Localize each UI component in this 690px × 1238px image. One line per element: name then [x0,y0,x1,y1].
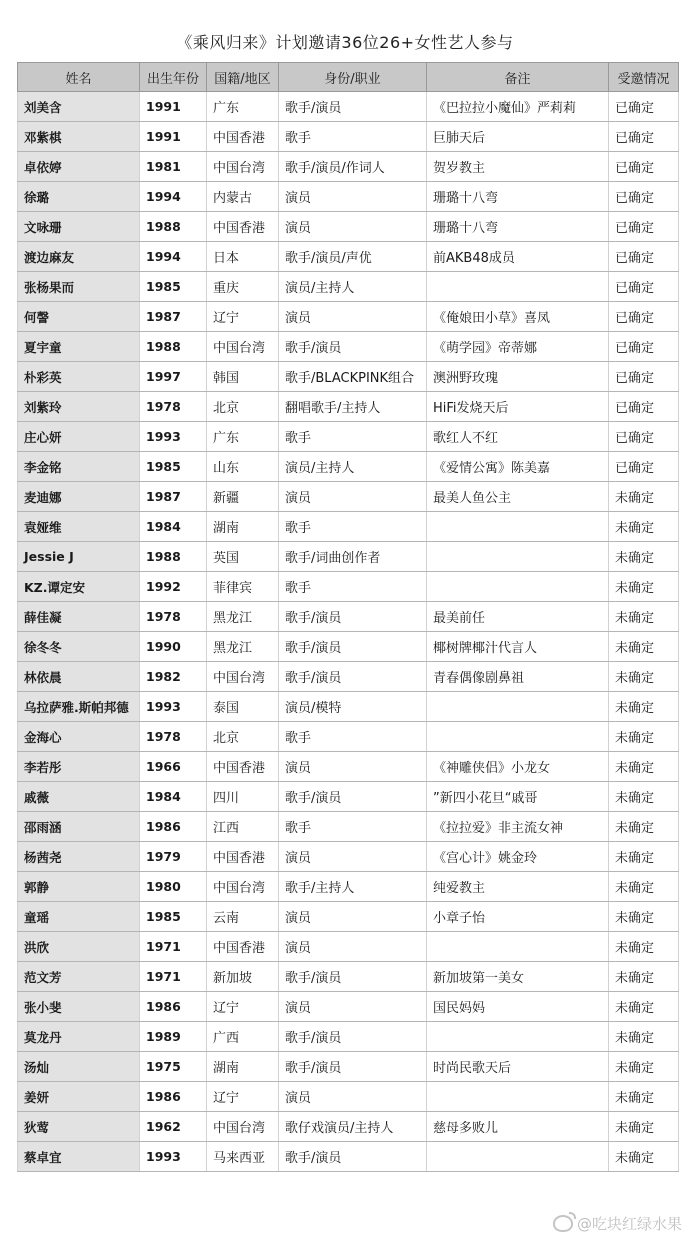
cell-birth-year: 1966 [140,752,207,782]
cell-region: 辽宁 [207,1082,279,1112]
cell-status: 未确定 [609,722,679,752]
table-row [18,362,679,392]
cell-status: 未确定 [609,692,679,722]
cell-status: 未确定 [609,1052,679,1082]
cell-name: 莫龙丹 [18,1022,140,1052]
cell-role: 歌手 [279,512,427,542]
table-body [18,92,679,1172]
cell-status: 已确定 [609,182,679,212]
cell-birth-year: 1979 [140,842,207,872]
cell-note: 歌红人不红 [427,422,609,452]
cell-region: 北京 [207,392,279,422]
cell-region: 北京 [207,722,279,752]
table-row [18,692,679,722]
cell-birth-year: 1994 [140,242,207,272]
cell-note [427,932,609,962]
cell-role: 歌手/演员 [279,1052,427,1082]
cell-role: 演员 [279,302,427,332]
table-row [18,962,679,992]
table-row [18,1022,679,1052]
table-row [18,302,679,332]
cell-note: 《爱情公寓》陈美嘉 [427,452,609,482]
cell-role: 歌手/演员/声优 [279,242,427,272]
cell-birth-year: 1978 [140,392,207,422]
cell-region: 重庆 [207,272,279,302]
cell-name: KZ.谭定安 [18,572,140,602]
cell-role: 歌手/演员 [279,332,427,362]
cell-region: 中国香港 [207,932,279,962]
cell-note: 《巴拉拉小魔仙》严莉莉 [427,92,609,122]
cell-status: 未确定 [609,662,679,692]
cell-birth-year: 1988 [140,212,207,242]
cell-birth-year: 1975 [140,1052,207,1082]
cell-name: 范文芳 [18,962,140,992]
table-row [18,572,679,602]
cell-region: 中国台湾 [207,662,279,692]
cell-birth-year: 1980 [140,872,207,902]
cell-status: 未确定 [609,782,679,812]
cell-name: Jessie J [18,542,140,572]
cell-region: 中国香港 [207,212,279,242]
cell-note: HiFi发烧天后 [427,392,609,422]
cell-note [427,572,609,602]
cell-name: 童瑶 [18,902,140,932]
cell-note: 最美前任 [427,602,609,632]
cell-name: 蔡卓宜 [18,1142,140,1172]
table-row [18,662,679,692]
cell-note: 《萌学园》帝蒂娜 [427,332,609,362]
cell-name: 邓紫棋 [18,122,140,152]
table-row [18,842,679,872]
table-row [18,722,679,752]
cell-role: 歌手 [279,122,427,152]
cell-role: 歌手 [279,812,427,842]
cell-note: 纯爱教主 [427,872,609,902]
cell-role: 演员/主持人 [279,272,427,302]
cell-role: 演员 [279,182,427,212]
table-row [18,632,679,662]
cell-region: 马来西亚 [207,1142,279,1172]
cell-region: 新加坡 [207,962,279,992]
table-row [18,122,679,152]
cell-status: 未确定 [609,902,679,932]
cell-birth-year: 1962 [140,1112,207,1142]
cell-birth-year: 1988 [140,542,207,572]
cell-status: 未确定 [609,602,679,632]
cell-name: 金海心 [18,722,140,752]
cell-note [427,542,609,572]
cell-birth-year: 1986 [140,1082,207,1112]
table-row [18,782,679,812]
cell-name: 洪欣 [18,932,140,962]
cell-region: 泰国 [207,692,279,722]
cell-birth-year: 1986 [140,812,207,842]
cell-role: 歌手/演员 [279,92,427,122]
cell-name: 刘美含 [18,92,140,122]
cell-note: 《宫心计》姚金玲 [427,842,609,872]
cell-status: 未确定 [609,542,679,572]
cell-birth-year: 1993 [140,692,207,722]
cell-region: 湖南 [207,1052,279,1082]
cell-status: 已确定 [609,392,679,422]
cell-role: 歌手/BLACKPINK组合 [279,362,427,392]
table-row [18,752,679,782]
cell-name: 卓依婷 [18,152,140,182]
weibo-icon [553,1215,573,1232]
cell-birth-year: 1991 [140,92,207,122]
cell-note: 国民妈妈 [427,992,609,1022]
table-row [18,512,679,542]
table-row [18,872,679,902]
cell-region: 中国台湾 [207,332,279,362]
cell-status: 已确定 [609,122,679,152]
cell-note [427,692,609,722]
cell-region: 中国香港 [207,122,279,152]
artist-table [17,62,679,1172]
cell-name: 朴彩英 [18,362,140,392]
cell-status: 未确定 [609,842,679,872]
cell-region: 中国台湾 [207,1112,279,1142]
watermark-text: @吃块红绿水果 [576,1215,682,1233]
cell-role: 歌手 [279,572,427,602]
cell-note: 《神雕侠侣》小龙女 [427,752,609,782]
cell-status: 已确定 [609,92,679,122]
table-row [18,1112,679,1142]
cell-role: 演员 [279,212,427,242]
cell-name: 李若彤 [18,752,140,782]
cell-role: 演员 [279,752,427,782]
cell-note: 最美人鱼公主 [427,482,609,512]
cell-status: 已确定 [609,422,679,452]
cell-status: 未确定 [609,1112,679,1142]
header-birth-year: 出生年份 [140,63,207,92]
table-row [18,992,679,1022]
cell-note [427,272,609,302]
cell-role: 歌仔戏演员/主持人 [279,1112,427,1142]
cell-birth-year: 1997 [140,362,207,392]
cell-name: 张杨果而 [18,272,140,302]
cell-region: 广东 [207,92,279,122]
cell-birth-year: 1984 [140,782,207,812]
cell-status: 未确定 [609,752,679,782]
cell-region: 英国 [207,542,279,572]
table-row [18,902,679,932]
cell-note: 小章子怡 [427,902,609,932]
cell-name: 渡边麻友 [18,242,140,272]
table-row [18,542,679,572]
cell-note [427,1022,609,1052]
cell-region: 内蒙古 [207,182,279,212]
cell-birth-year: 1987 [140,482,207,512]
cell-region: 云南 [207,902,279,932]
cell-name: 邵雨涵 [18,812,140,842]
cell-status: 已确定 [609,272,679,302]
cell-region: 广西 [207,1022,279,1052]
cell-birth-year: 1993 [140,422,207,452]
cell-role: 歌手/演员 [279,1142,427,1172]
cell-birth-year: 1994 [140,182,207,212]
cell-role: 演员 [279,482,427,512]
cell-status: 未确定 [609,962,679,992]
cell-status: 未确定 [609,512,679,542]
cell-name: 夏宇童 [18,332,140,362]
cell-region: 辽宁 [207,992,279,1022]
table-row [18,1082,679,1112]
cell-name: 狄莺 [18,1112,140,1142]
cell-name: 徐璐 [18,182,140,212]
cell-note: ”新四小花旦“戚哥 [427,782,609,812]
cell-role: 歌手/演员 [279,962,427,992]
cell-region: 湖南 [207,512,279,542]
cell-role: 歌手/演员 [279,1022,427,1052]
cell-status: 未确定 [609,1142,679,1172]
cell-note: 《拉拉爱》非主流女神 [427,812,609,842]
table-row [18,332,679,362]
cell-name: 刘紫玲 [18,392,140,422]
cell-status: 未确定 [609,1022,679,1052]
cell-status: 已确定 [609,302,679,332]
cell-birth-year: 1971 [140,962,207,992]
cell-region: 中国香港 [207,842,279,872]
cell-role: 歌手/演员/作词人 [279,152,427,182]
cell-role: 歌手/演员 [279,662,427,692]
cell-note: 慈母多败儿 [427,1112,609,1142]
cell-role: 歌手 [279,722,427,752]
table-row [18,272,679,302]
cell-role: 歌手/演员 [279,602,427,632]
cell-region: 黑龙江 [207,632,279,662]
cell-birth-year: 1988 [140,332,207,362]
cell-note: 椰树牌椰汁代言人 [427,632,609,662]
cell-region: 菲律宾 [207,572,279,602]
cell-name: 姜妍 [18,1082,140,1112]
table-row [18,212,679,242]
table-header-row [18,63,679,92]
cell-name: 乌拉萨雅.斯帕邦德 [18,692,140,722]
cell-note: 前AKB48成员 [427,242,609,272]
header-role: 身份/职业 [279,63,427,92]
cell-name: 薛佳凝 [18,602,140,632]
cell-role: 歌手/主持人 [279,872,427,902]
cell-note [427,1082,609,1112]
cell-region: 中国台湾 [207,152,279,182]
cell-status: 已确定 [609,242,679,272]
cell-name: 徐冬冬 [18,632,140,662]
page-title: 《乘风归来》计划邀请36位26+女性艺人参与 [176,33,514,52]
cell-birth-year: 1987 [140,302,207,332]
cell-region: 中国台湾 [207,872,279,902]
cell-note: 珊璐十八弯 [427,182,609,212]
cell-status: 未确定 [609,482,679,512]
cell-role: 歌手 [279,422,427,452]
table-row [18,422,679,452]
cell-name: 林依晨 [18,662,140,692]
cell-birth-year: 1978 [140,722,207,752]
cell-status: 已确定 [609,152,679,182]
cell-note: 时尚民歌天后 [427,1052,609,1082]
cell-role: 歌手/演员 [279,632,427,662]
cell-region: 黑龙江 [207,602,279,632]
cell-region: 韩国 [207,362,279,392]
cell-role: 演员 [279,902,427,932]
cell-name: 戚薇 [18,782,140,812]
cell-note: 巨肺天后 [427,122,609,152]
cell-note: 《俺娘田小草》喜凤 [427,302,609,332]
table-row [18,482,679,512]
cell-role: 演员/模特 [279,692,427,722]
cell-role: 演员 [279,842,427,872]
cell-name: 麦迪娜 [18,482,140,512]
cell-role: 演员 [279,932,427,962]
cell-birth-year: 1993 [140,1142,207,1172]
cell-name: 庄心妍 [18,422,140,452]
cell-birth-year: 1992 [140,572,207,602]
cell-note [427,722,609,752]
cell-status: 已确定 [609,332,679,362]
cell-region: 日本 [207,242,279,272]
cell-note: 新加坡第一美女 [427,962,609,992]
cell-birth-year: 1982 [140,662,207,692]
table-row [18,932,679,962]
cell-role: 演员 [279,992,427,1022]
table-row [18,392,679,422]
cell-birth-year: 1981 [140,152,207,182]
cell-status: 未确定 [609,632,679,662]
cell-status: 未确定 [609,1082,679,1112]
cell-role: 演员 [279,1082,427,1112]
table-row [18,452,679,482]
header-status: 受邀情况 [609,63,679,92]
table-row [18,812,679,842]
cell-status: 未确定 [609,992,679,1022]
table-row [18,242,679,272]
cell-status: 已确定 [609,362,679,392]
table-row [18,1142,679,1172]
cell-name: 张小斐 [18,992,140,1022]
cell-birth-year: 1990 [140,632,207,662]
cell-region: 中国香港 [207,752,279,782]
cell-note: 贺岁教主 [427,152,609,182]
cell-birth-year: 1985 [140,902,207,932]
cell-status: 已确定 [609,212,679,242]
watermark [553,1213,682,1234]
cell-note: 青春偶像剧鼻祖 [427,662,609,692]
cell-status: 已确定 [609,452,679,482]
cell-note: 珊璐十八弯 [427,212,609,242]
cell-role: 歌手/词曲创作者 [279,542,427,572]
cell-status: 未确定 [609,872,679,902]
cell-region: 广东 [207,422,279,452]
cell-status: 未确定 [609,932,679,962]
cell-birth-year: 1989 [140,1022,207,1052]
header-region: 国籍/地区 [207,63,279,92]
cell-name: 文咏珊 [18,212,140,242]
cell-birth-year: 1991 [140,122,207,152]
cell-region: 四川 [207,782,279,812]
cell-status: 未确定 [609,572,679,602]
cell-region: 山东 [207,452,279,482]
cell-name: 汤灿 [18,1052,140,1082]
cell-note [427,1142,609,1172]
cell-role: 演员/主持人 [279,452,427,482]
cell-name: 袁娅维 [18,512,140,542]
table-row [18,1052,679,1082]
cell-note: 澳洲野玫瑰 [427,362,609,392]
cell-role: 歌手/演员 [279,782,427,812]
cell-birth-year: 1985 [140,452,207,482]
header-note: 备注 [427,63,609,92]
table-row [18,182,679,212]
table-row [18,152,679,182]
cell-region: 辽宁 [207,302,279,332]
cell-birth-year: 1986 [140,992,207,1022]
table-row [18,602,679,632]
cell-name: 郭静 [18,872,140,902]
cell-name: 何謦 [18,302,140,332]
cell-note [427,512,609,542]
cell-birth-year: 1978 [140,602,207,632]
cell-birth-year: 1971 [140,932,207,962]
table-row [18,92,679,122]
header-name: 姓名 [18,63,140,92]
cell-status: 未确定 [609,812,679,842]
cell-name: 杨茜尧 [18,842,140,872]
cell-region: 新疆 [207,482,279,512]
cell-birth-year: 1985 [140,272,207,302]
cell-role: 翻唱歌手/主持人 [279,392,427,422]
cell-region: 江西 [207,812,279,842]
cell-birth-year: 1984 [140,512,207,542]
cell-name: 李金铭 [18,452,140,482]
